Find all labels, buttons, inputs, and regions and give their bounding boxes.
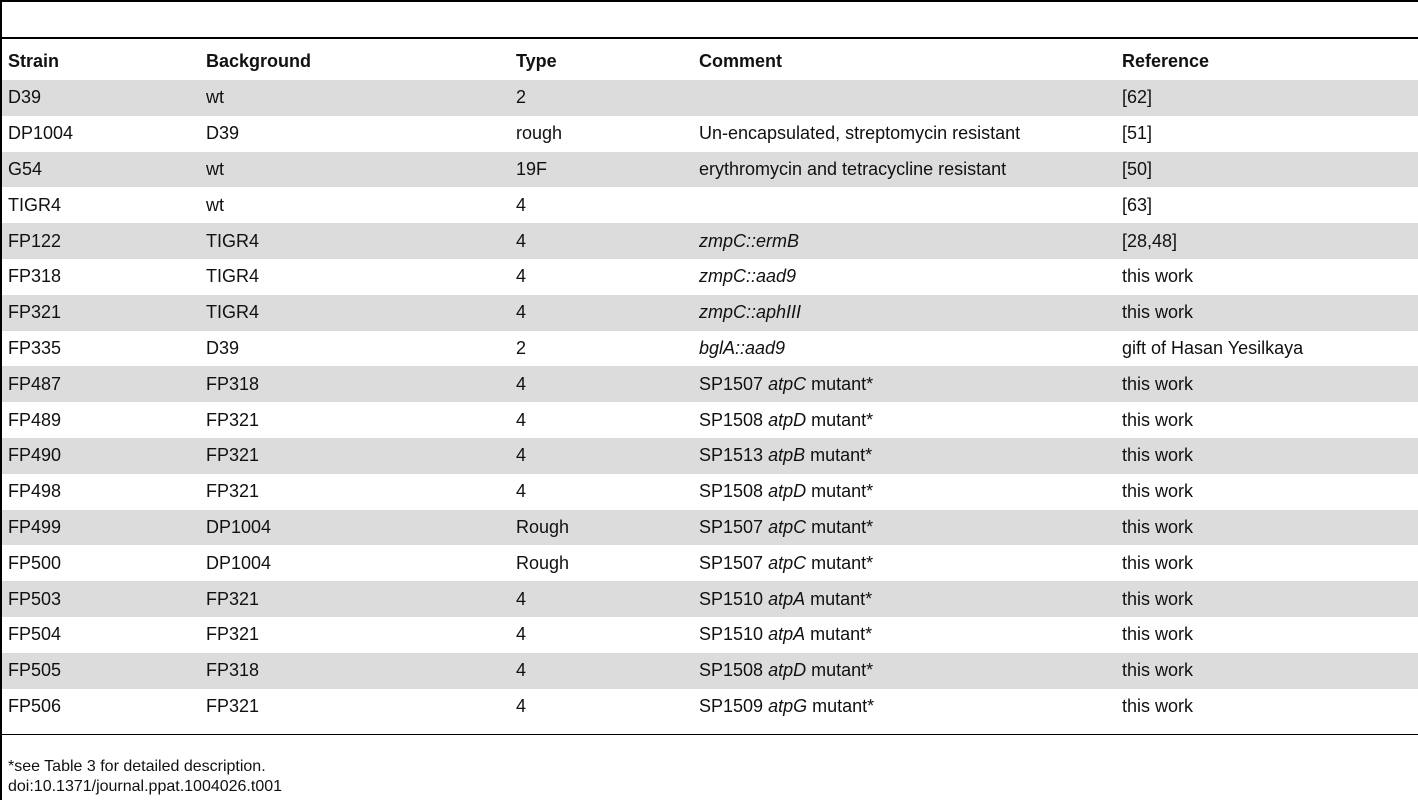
- cell-comment: [693, 116, 1116, 152]
- cell-strain: TIGR4: [8, 194, 62, 215]
- cell-reference: [63]: [1122, 194, 1153, 215]
- cell-background: FP318: [200, 653, 510, 689]
- doi-text: doi:10.1371/journal.ppat.1004026.t001: [8, 778, 283, 795]
- cell-background: wt: [200, 80, 510, 116]
- cell-strain: FP504: [8, 624, 62, 645]
- header-strain: Strain: [8, 51, 60, 71]
- cell-type: 19F: [510, 152, 693, 188]
- comment-gene-italic: zmpC::aad9: [699, 266, 797, 287]
- cell-comment: [693, 187, 1116, 223]
- comment-gene-italic: zmpC::ermB: [699, 230, 800, 251]
- cell-strain: FP498: [8, 481, 62, 502]
- cell-background: wt: [200, 152, 510, 188]
- cell-strain: FP506: [8, 695, 62, 716]
- cell-comment: [693, 581, 1116, 617]
- comment-suffix: mutant*: [807, 695, 875, 716]
- comment-suffix: mutant*: [806, 409, 874, 430]
- comment-text: erythromycin and tetracycline resistant: [699, 158, 1007, 179]
- table-row: [2, 474, 1418, 510]
- table-row: [2, 617, 1418, 653]
- cell-reference: this work: [1116, 581, 1418, 617]
- header-background: Background: [206, 51, 312, 71]
- cell-type: 4: [510, 438, 693, 474]
- comment-gene-italic: atpA: [768, 588, 806, 609]
- comment-gene-italic: atpD: [768, 660, 807, 681]
- comment-gene-italic: atpC: [768, 516, 807, 537]
- cell-type: 4: [516, 266, 527, 287]
- cell-background: DP1004: [206, 552, 272, 573]
- cell-background: D39: [206, 123, 240, 144]
- cell-strain: G54: [2, 152, 200, 188]
- cell-reference: this work: [1122, 624, 1194, 645]
- header-type: Type: [516, 51, 557, 71]
- cell-background: FP321: [206, 481, 260, 502]
- cell-strain: FP335: [8, 337, 62, 358]
- comment-text: SP1508: [699, 660, 769, 681]
- cell-reference: this work: [1122, 552, 1194, 573]
- comment-suffix: mutant*: [806, 373, 874, 394]
- comment-text: SP1507: [699, 552, 769, 573]
- cell-reference: this work: [1116, 295, 1418, 331]
- cell-background: FP321: [206, 409, 260, 430]
- cell-comment: [693, 80, 1116, 116]
- cell-reference: this work: [1122, 266, 1194, 287]
- comment-gene-italic: bglA::aad9: [699, 337, 786, 358]
- cell-type: 4: [516, 481, 527, 502]
- comment-suffix: mutant*: [806, 552, 874, 573]
- cell-strain: FP505: [2, 653, 200, 689]
- cell-comment: [693, 402, 1116, 438]
- table-row: [2, 510, 1418, 546]
- table-row: [2, 152, 1418, 188]
- cell-comment: [693, 223, 1116, 259]
- table-row: [2, 653, 1418, 689]
- strain-table: [2, 43, 1418, 724]
- comment-gene-italic: atpB: [768, 445, 806, 466]
- comment-suffix: mutant*: [806, 660, 874, 681]
- table-row: [2, 259, 1418, 295]
- cell-type: 4: [516, 194, 527, 215]
- cell-comment: [693, 259, 1116, 295]
- table-footnotes: [8, 757, 282, 797]
- comment-text: SP1509: [699, 695, 769, 716]
- comment-text: SP1510: [699, 624, 769, 645]
- cell-comment: [693, 152, 1116, 188]
- comment-text: SP1507: [699, 516, 769, 537]
- cell-reference: gift of Hasan Yesilkaya: [1122, 337, 1304, 358]
- cell-background: FP321: [206, 624, 260, 645]
- table-row: [2, 80, 1418, 116]
- cell-reference: this work: [1116, 438, 1418, 474]
- cell-type: rough: [516, 123, 563, 144]
- cell-comment: [693, 617, 1116, 653]
- table-row: [2, 116, 1418, 152]
- cell-comment: [693, 545, 1116, 581]
- cell-strain: D39: [2, 80, 200, 116]
- table-row: [2, 438, 1418, 474]
- cell-background: TIGR4: [200, 295, 510, 331]
- comment-text: SP1513: [699, 445, 769, 466]
- cell-type: Rough: [510, 510, 693, 546]
- cell-reference: [28,48]: [1116, 223, 1418, 259]
- table-bottom-rule: [0, 734, 1418, 735]
- cell-type: 2: [510, 80, 693, 116]
- cell-comment: [693, 689, 1116, 725]
- table-row: [2, 223, 1418, 259]
- table-row: [2, 366, 1418, 402]
- footnote-text: *see Table 3 for detailed description.: [8, 758, 266, 775]
- comment-text: SP1508: [699, 481, 769, 502]
- comment-suffix: mutant*: [806, 481, 874, 502]
- table-row: [2, 187, 1418, 223]
- comment-text: SP1508: [699, 409, 769, 430]
- cell-reference: this work: [1116, 653, 1418, 689]
- cell-reference: [50]: [1116, 152, 1418, 188]
- cell-background: DP1004: [200, 510, 510, 546]
- table-row: [2, 581, 1418, 617]
- header-comment: Comment: [699, 51, 783, 71]
- table-body: [2, 80, 1418, 724]
- cell-background: TIGR4: [200, 223, 510, 259]
- cell-comment: [693, 653, 1116, 689]
- cell-comment: [693, 366, 1116, 402]
- cell-reference: this work: [1122, 695, 1194, 716]
- comment-text: Un-encapsulated, streptomycin resistant: [699, 123, 1021, 144]
- cell-type: 4: [510, 223, 693, 259]
- cell-type: Rough: [516, 552, 570, 573]
- cell-type: 4: [516, 624, 527, 645]
- cell-background: TIGR4: [206, 266, 260, 287]
- cell-comment: [693, 295, 1116, 331]
- table-row: [2, 402, 1418, 438]
- comment-gene-italic: atpD: [768, 481, 807, 502]
- table-header-row: [2, 43, 1418, 80]
- comment-gene-italic: zmpC::aphIII: [699, 302, 802, 323]
- cell-reference: [51]: [1122, 123, 1153, 144]
- cell-reference: this work: [1122, 409, 1194, 430]
- cell-reference: this work: [1116, 510, 1418, 546]
- comment-suffix: mutant*: [805, 624, 873, 645]
- comment-suffix: mutant*: [805, 445, 873, 466]
- comment-text: SP1510: [699, 588, 769, 609]
- table-row: [2, 331, 1418, 367]
- cell-type: 4: [510, 366, 693, 402]
- cell-reference: [62]: [1116, 80, 1418, 116]
- cell-background: FP321: [206, 695, 260, 716]
- comment-gene-italic: atpD: [768, 409, 807, 430]
- cell-type: 4: [510, 295, 693, 331]
- cell-background: FP321: [200, 581, 510, 617]
- cell-background: D39: [206, 337, 240, 358]
- comment-text: SP1507: [699, 373, 769, 394]
- cell-strain: FP499: [2, 510, 200, 546]
- comment-gene-italic: atpG: [768, 695, 808, 716]
- cell-comment: [693, 331, 1116, 367]
- cell-strain: FP490: [2, 438, 200, 474]
- comment-suffix: mutant*: [806, 516, 874, 537]
- cell-type: 2: [516, 337, 527, 358]
- cell-background: FP318: [200, 366, 510, 402]
- comment-gene-italic: atpC: [768, 552, 807, 573]
- header-reference: Reference: [1122, 51, 1210, 71]
- cell-comment: [693, 438, 1116, 474]
- cell-background: wt: [206, 194, 224, 215]
- table-row: [2, 689, 1418, 725]
- comment-gene-italic: atpC: [768, 373, 807, 394]
- cell-type: 4: [516, 695, 527, 716]
- cell-strain: FP489: [8, 409, 62, 430]
- cell-type: 4: [510, 653, 693, 689]
- cell-reference: this work: [1116, 366, 1418, 402]
- cell-comment: [693, 474, 1116, 510]
- header-top-rule: [0, 37, 1418, 39]
- cell-strain: FP503: [2, 581, 200, 617]
- table-row: [2, 545, 1418, 581]
- cell-strain: FP500: [8, 552, 62, 573]
- cell-comment: [693, 510, 1116, 546]
- comment-suffix: mutant*: [805, 588, 873, 609]
- top-border-rule: [0, 0, 1418, 2]
- cell-strain: DP1004: [8, 123, 74, 144]
- cell-background: FP321: [200, 438, 510, 474]
- cell-reference: this work: [1122, 481, 1194, 502]
- cell-strain: FP487: [2, 366, 200, 402]
- cell-type: 4: [516, 409, 527, 430]
- cell-strain: FP318: [8, 266, 62, 287]
- cell-strain: FP122: [2, 223, 200, 259]
- cell-type: 4: [510, 581, 693, 617]
- cell-strain: FP321: [2, 295, 200, 331]
- comment-gene-italic: atpA: [768, 624, 806, 645]
- table-row: [2, 295, 1418, 331]
